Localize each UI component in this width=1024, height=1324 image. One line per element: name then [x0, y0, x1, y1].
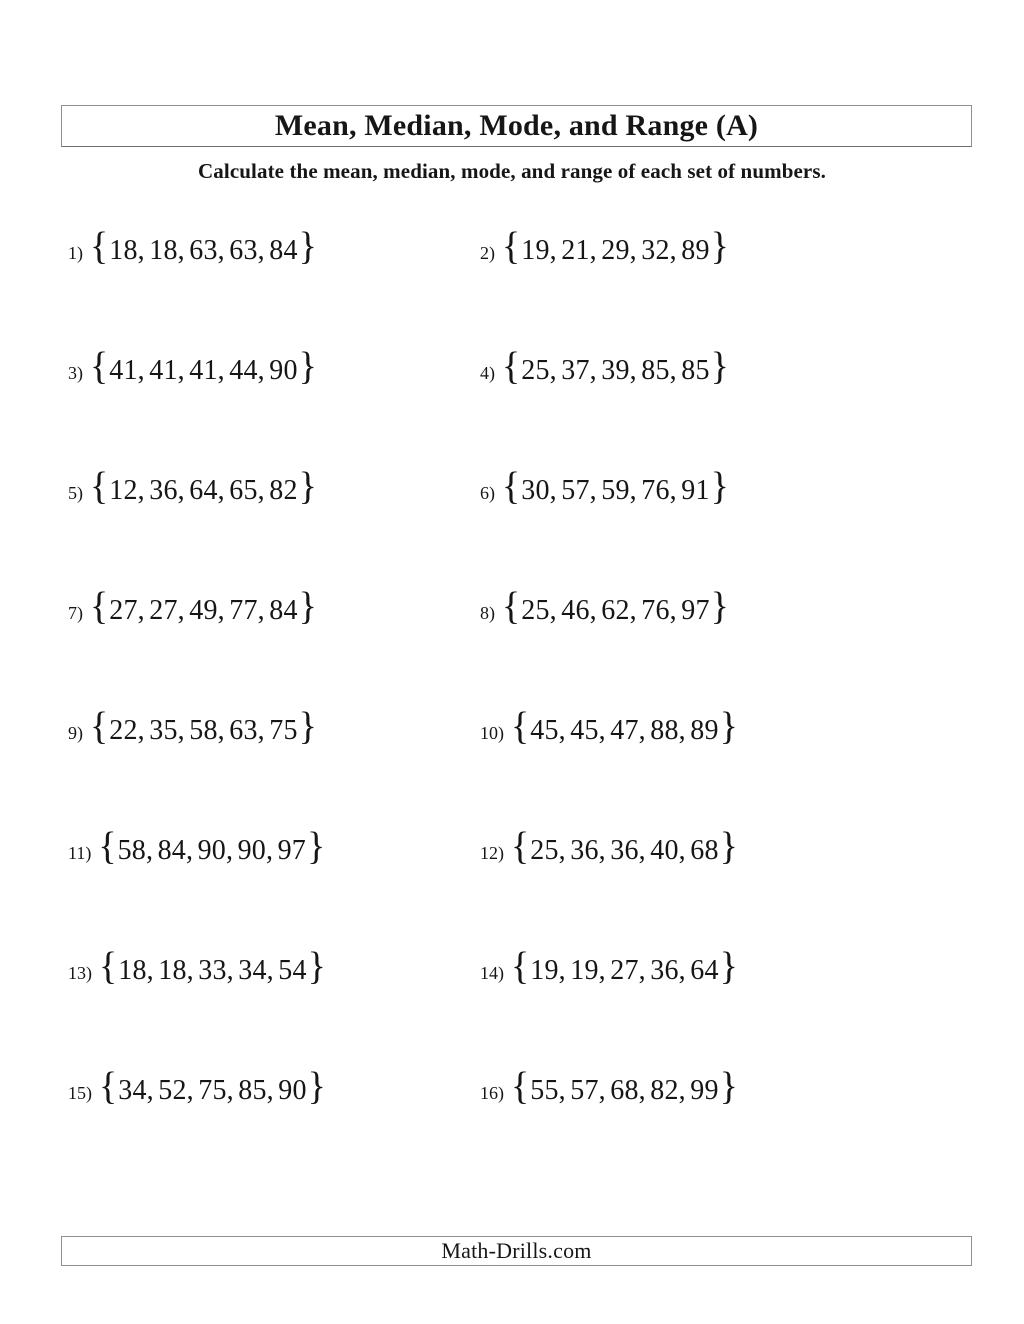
number-set-values: 19, 19, 27, 36, 64: [530, 955, 719, 986]
problem-number-label: 11): [68, 843, 92, 863]
number-set-values: 22, 35, 58, 63, 75: [109, 715, 298, 746]
open-brace: {: [511, 944, 530, 989]
open-brace: {: [90, 704, 109, 749]
close-brace: }: [719, 704, 738, 749]
open-brace: {: [511, 1064, 530, 1109]
problem-item: [480, 1052, 973, 1109]
close-brace: }: [710, 344, 729, 389]
open-brace: {: [90, 224, 109, 269]
problem-number-label: 9): [68, 723, 83, 743]
open-brace: {: [502, 224, 521, 269]
open-brace: {: [90, 464, 109, 509]
number-set-values: 34, 52, 75, 85, 90: [118, 1075, 307, 1106]
problem-number-label: 4): [480, 363, 495, 383]
problem-number-label: 13): [68, 963, 92, 983]
problem-item: [480, 932, 973, 989]
close-brace: }: [306, 824, 326, 869]
open-brace: {: [90, 344, 109, 389]
number-set-values: 41, 41, 41, 44, 90: [109, 355, 298, 386]
open-brace: {: [511, 824, 530, 869]
close-brace: }: [298, 584, 317, 629]
close-brace: }: [307, 1064, 326, 1109]
open-brace: {: [98, 824, 117, 869]
problem-item: [68, 572, 480, 629]
footer-box: [61, 1236, 972, 1266]
close-brace: }: [710, 224, 729, 269]
number-set-values: 25, 37, 39, 85, 85: [521, 355, 710, 386]
number-set-values: 55, 57, 68, 82, 99: [530, 1075, 719, 1106]
problem-item: [68, 692, 480, 749]
open-brace: {: [99, 1064, 118, 1109]
footer-brand: Math-Drills.com: [441, 1238, 592, 1263]
open-brace: {: [502, 584, 521, 629]
close-brace: }: [298, 704, 317, 749]
problem-item: [68, 812, 480, 869]
problem-number-label: 7): [68, 603, 83, 623]
problem-item: [480, 212, 973, 269]
close-brace: }: [710, 464, 729, 509]
number-set-values: 18, 18, 63, 63, 84: [109, 235, 298, 266]
problem-item: [68, 212, 480, 269]
page-title: Mean, Median, Mode, and Range (A): [274, 109, 759, 142]
number-set-values: 18, 18, 33, 34, 54: [118, 955, 307, 986]
problem-item: [68, 332, 480, 389]
open-brace: {: [502, 464, 521, 509]
number-set-values: 25, 46, 62, 76, 97: [521, 595, 710, 626]
close-brace: }: [719, 824, 738, 869]
close-brace: }: [298, 464, 317, 509]
problem-number-label: 8): [480, 603, 495, 623]
close-brace: }: [719, 1064, 738, 1109]
problem-item: [480, 452, 973, 509]
problem-number-label: 10): [480, 723, 504, 743]
problems-grid: [68, 212, 973, 1172]
problem-item: [480, 332, 973, 389]
close-brace: }: [710, 584, 729, 629]
problem-item: [68, 452, 480, 509]
number-set-values: 30, 57, 59, 76, 91: [521, 475, 710, 506]
problem-number-label: 1): [68, 243, 83, 263]
problem-number-label: 14): [480, 963, 504, 983]
problem-item: [68, 1052, 480, 1109]
open-brace: {: [511, 704, 530, 749]
number-set-values: 19, 21, 29, 32, 89: [521, 235, 710, 266]
instructions-text: Calculate the mean, median, mode, and range of each set of numbers.: [198, 159, 826, 183]
problem-number-label: 2): [480, 243, 495, 263]
problem-item: [68, 932, 480, 989]
open-brace: {: [502, 344, 521, 389]
problem-number-label: 16): [480, 1083, 504, 1103]
problem-number-label: 3): [68, 363, 83, 383]
problem-number-label: 5): [68, 483, 83, 503]
open-brace: {: [90, 584, 109, 629]
number-set-values: 45, 45, 47, 88, 89: [530, 715, 719, 746]
problem-item: [480, 812, 973, 869]
problem-item: [480, 692, 973, 749]
close-brace: }: [298, 344, 317, 389]
close-brace: }: [307, 944, 326, 989]
problem-number-label: 12): [480, 843, 504, 863]
open-brace: {: [99, 944, 118, 989]
problem-number-label: 15): [68, 1083, 92, 1103]
title-box: [61, 105, 972, 147]
problem-number-label: 6): [480, 483, 495, 503]
close-brace: }: [719, 944, 738, 989]
close-brace: }: [298, 224, 317, 269]
problem-item: [480, 572, 973, 629]
number-set-values: 58, 84, 90, 90, 97: [117, 835, 306, 866]
number-set-values: 25, 36, 36, 40, 68: [530, 835, 719, 866]
number-set-values: 12, 36, 64, 65, 82: [109, 475, 298, 506]
number-set-values: 27, 27, 49, 77, 84: [109, 595, 298, 626]
